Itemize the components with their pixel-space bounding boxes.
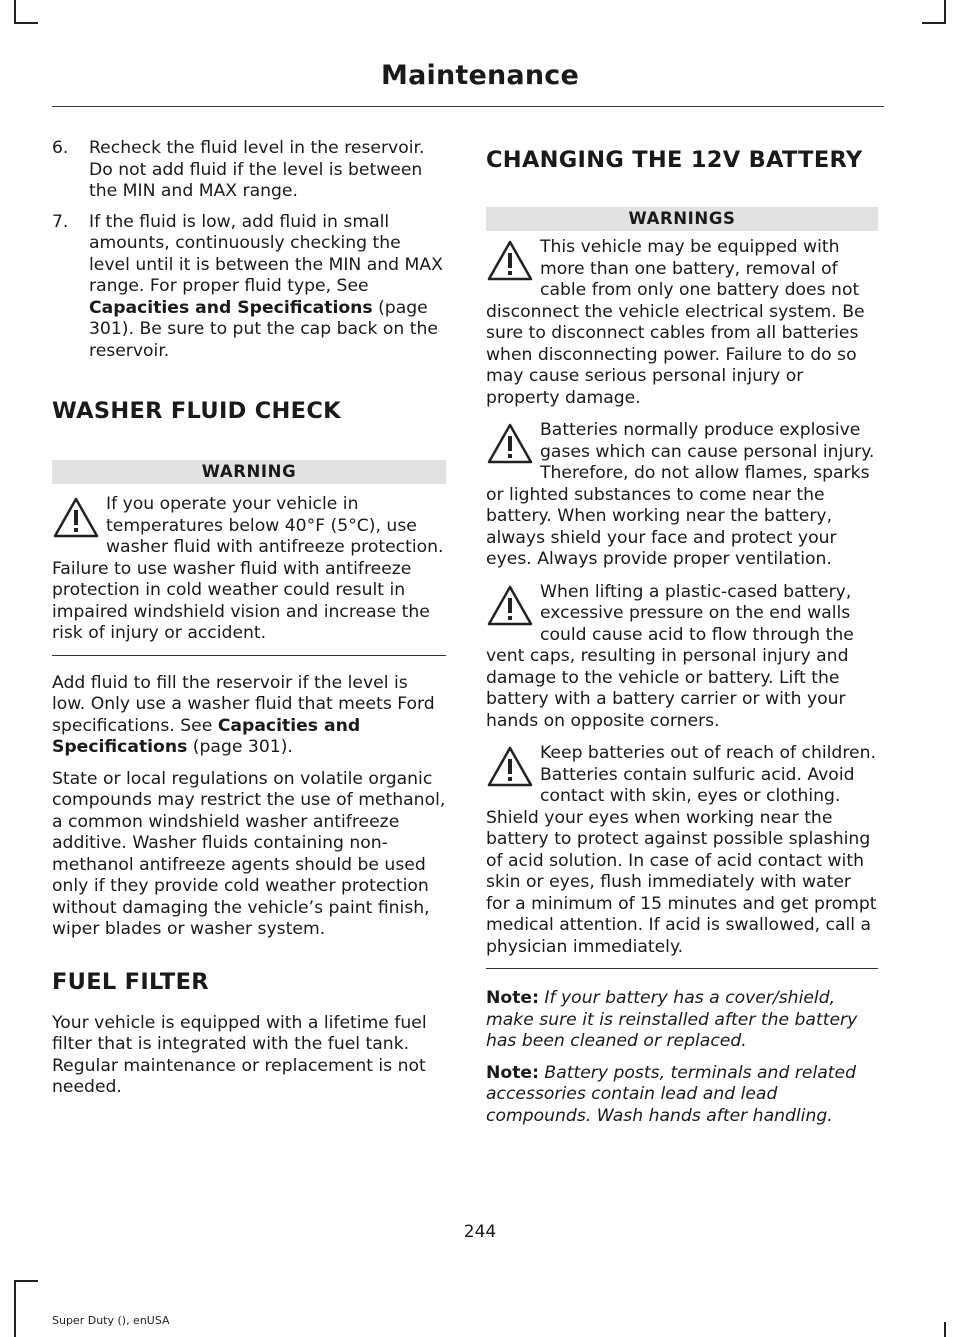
step-text: Recheck the fluid level in the reservoir. Do not add fluid if the level is between the MIN and MAX range. — [89, 138, 425, 201]
step-7 — [52, 212, 446, 363]
note-label: Note: — [486, 1062, 539, 1083]
step-text-part: (page 301). Be sure to put the cap back on the reservoir. — [89, 297, 438, 361]
washer-paragraph-1 — [52, 673, 446, 759]
note-1 — [486, 988, 878, 1053]
right-column — [486, 138, 878, 1127]
note-text: If your battery has a cover/shield, make sure it is reinstalled after the battery has been cleaned or replaced. — [486, 988, 858, 1051]
crop-mark — [14, 0, 16, 24]
page-number: 244 — [463, 1222, 497, 1242]
crop-mark — [944, 1322, 946, 1337]
step-number: 6. — [52, 138, 69, 158]
note-2 — [486, 1063, 878, 1128]
warning-item — [486, 743, 878, 958]
warning-item — [486, 420, 878, 571]
crop-mark — [14, 22, 38, 24]
step-6 — [52, 138, 446, 203]
warning-item — [52, 494, 446, 645]
fuel-filter-paragraph: Your vehicle is equipped with a lifetime fuel filter that is integrated with the fuel tank. Regular maintenance or replacement is not needed. — [52, 1012, 427, 1097]
fuel-filter-heading: FUEL FILTER — [52, 968, 209, 995]
step-number: 7. — [52, 211, 69, 232]
crop-mark — [944, 0, 946, 24]
left-column — [52, 138, 446, 1099]
warning-triangle-icon — [486, 745, 534, 789]
warning-triangle-icon — [486, 422, 534, 466]
capacities-link[interactable]: Capacities and Specifications — [89, 297, 373, 318]
warning-text: This vehicle may be equipped with more than one battery, removal of cable from only one battery does not disconnect the vehicle electrical system. Be sure to disconnect cables from all batteries when disconnecting power. Failure to do so may cause serious personal injury or property damage. — [486, 237, 865, 408]
step-text-part: If the fluid is low, add fluid in small amounts, continuously checking the level until it is between the MIN and MAX range. For proper fluid type, See — [89, 211, 443, 296]
note-text: Battery posts, terminals and related accessories contain lead and lead compounds. Wash hands after handling. — [486, 1062, 856, 1126]
warning-triangle-icon — [52, 496, 100, 540]
para-text-part: Add fluid to fill the reservoir if the level is low. Only use a washer fluid that meets Ford specifications. See — [52, 672, 435, 736]
para-text-part: (page 301). — [187, 737, 293, 757]
capacities-link[interactable]: Capacities and Specifications — [52, 715, 361, 757]
washer-paragraph-2: State or local regulations on volatile organic compounds may restrict the use of methanol, a common windshield washer antifreeze additive. Washer fluids containing non-methanol antifreeze agents should be used only if they provide cold weather protection without damaging the vehicle’s paint finish, wiper blades or washer system. — [52, 768, 446, 939]
warning-item — [486, 237, 878, 409]
warning-triangle-icon — [486, 584, 534, 628]
footer-text: Super Duty (), enUSA — [52, 1314, 170, 1327]
warning-text: Batteries normally produce explosive gases which can cause personal injury. Therefore, do not allow flames, sparks or lighted substances to come near the battery. When working near the battery, always shield your face and protect your eyes. Always provide proper ventilation. — [486, 420, 875, 569]
warning-bar: WARNING — [52, 460, 446, 484]
warning-text: When lifting a plastic-cased battery, excessive pressure on the end walls could cause acid to flow through the vent caps, resulting in personal injury and damage to the vehicle or battery. Lift the battery with a battery carrier or with your hands on opposite corners. — [486, 581, 854, 731]
crop-mark — [922, 22, 946, 24]
crop-mark — [14, 1280, 16, 1337]
washer-fluid-heading: WASHER FLUID CHECK — [52, 398, 341, 424]
battery-heading: CHANGING THE 12V BATTERY — [486, 147, 863, 173]
warning-text: If you operate your vehicle in temperatures below 40°F (5°C), use washer fluid with antifreeze protection. Failure to use washer fluid with antifreeze protection in cold weather could result in impaired windshield vision and increase the risk of injury or accident. — [52, 494, 444, 643]
note-label: Note: — [486, 988, 539, 1008]
warnings-bar: WARNINGS — [486, 207, 878, 231]
crop-mark — [14, 1280, 38, 1282]
warning-item — [486, 582, 878, 733]
page-title: Maintenance — [381, 60, 579, 91]
warning-text: Keep batteries out of reach of children. Batteries contain sulfuric acid. Avoid contact with skin, eyes or clothing. Shield your eyes when working near the battery to protect against possible splashing of acid solution. In case of acid contact with skin or eyes, flush immediately with water for a minimum of 15 minutes and get prompt medical attention. If acid is swallowed, call a physician immediately. — [486, 743, 877, 957]
header-divider — [52, 106, 884, 107]
warning-triangle-icon — [486, 239, 534, 283]
step-text — [89, 212, 446, 363]
